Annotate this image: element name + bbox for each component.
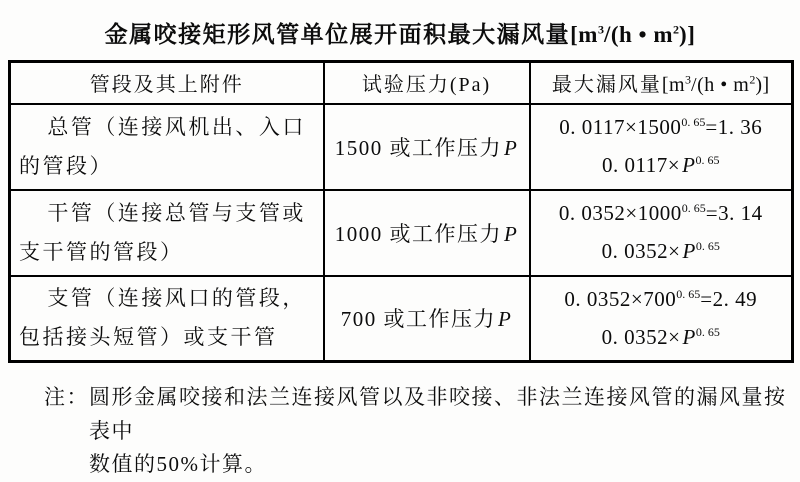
- table-note: [44, 381, 790, 482]
- formula-general: 0. $0352\times P^{0. 65}$: [601, 324, 720, 349]
- leakage-table: [8, 60, 794, 363]
- document-title: [0, 16, 800, 49]
- test-pressure-cell: 1000 或工作压力P: [324, 190, 530, 276]
- table-row: [10, 190, 793, 276]
- test-pressure-cell: 1500 或工作压力P: [324, 104, 530, 190]
- formula-general: 0. $0352\times P^{0. 65}$: [601, 239, 720, 263]
- table-row: [10, 276, 793, 362]
- pressure-variable: P: [497, 307, 513, 332]
- pressure-variable: P: [503, 135, 519, 160]
- formula-general: 0. $0117\times P^{0. 65}$: [602, 153, 720, 177]
- table-row: [10, 104, 793, 190]
- duct-section-cell: 支管（连接风口的管段，包括接头短管）或支干管: [10, 276, 324, 362]
- note-line2: 数值的50%计算。: [89, 452, 267, 477]
- formula-calculated: 0. $0352\times 700^{0. 65}=2$. 49: [564, 286, 758, 311]
- note-line1: 圆形金属咬接和法兰连接风管以及非咬接、非法兰连接风管的漏风量按表中: [89, 385, 787, 443]
- title-unit: [$m^3/(h$ • $m^2$)]: [570, 22, 696, 47]
- formula-calculated: 0. $0117\times 1500^{0. 65}=1$. 36: [559, 115, 763, 139]
- max-leakage-cell: [530, 276, 793, 362]
- duct-section-cell: 总管（连接风机出、入口的管段）: [10, 104, 324, 190]
- header-test-pressure: 试验压力(Pa): [324, 62, 530, 104]
- header-duct-section: 管段及其上附件: [10, 62, 324, 104]
- table-header-row: [10, 62, 793, 104]
- title-text: 金属咬接矩形风管单位展开面积最大漏风量: [104, 21, 571, 47]
- note-body: [89, 381, 790, 482]
- formula-calculated: 0. $0352\times 1000^{0. 65}=3$. 14: [558, 201, 763, 225]
- test-pressure-cell: 700 或工作压力P: [324, 276, 530, 362]
- max-leakage-cell: [530, 190, 793, 276]
- max-leakage-cell: [530, 104, 793, 190]
- note-label: 注：: [44, 385, 89, 409]
- duct-section-cell: 干管（连接总管与支管或支干管的管段）: [10, 190, 324, 276]
- header-max-leakage: 最大漏风量[$m^3/(h$ • $m^2$)]: [530, 62, 793, 104]
- pressure-variable: P: [503, 221, 519, 246]
